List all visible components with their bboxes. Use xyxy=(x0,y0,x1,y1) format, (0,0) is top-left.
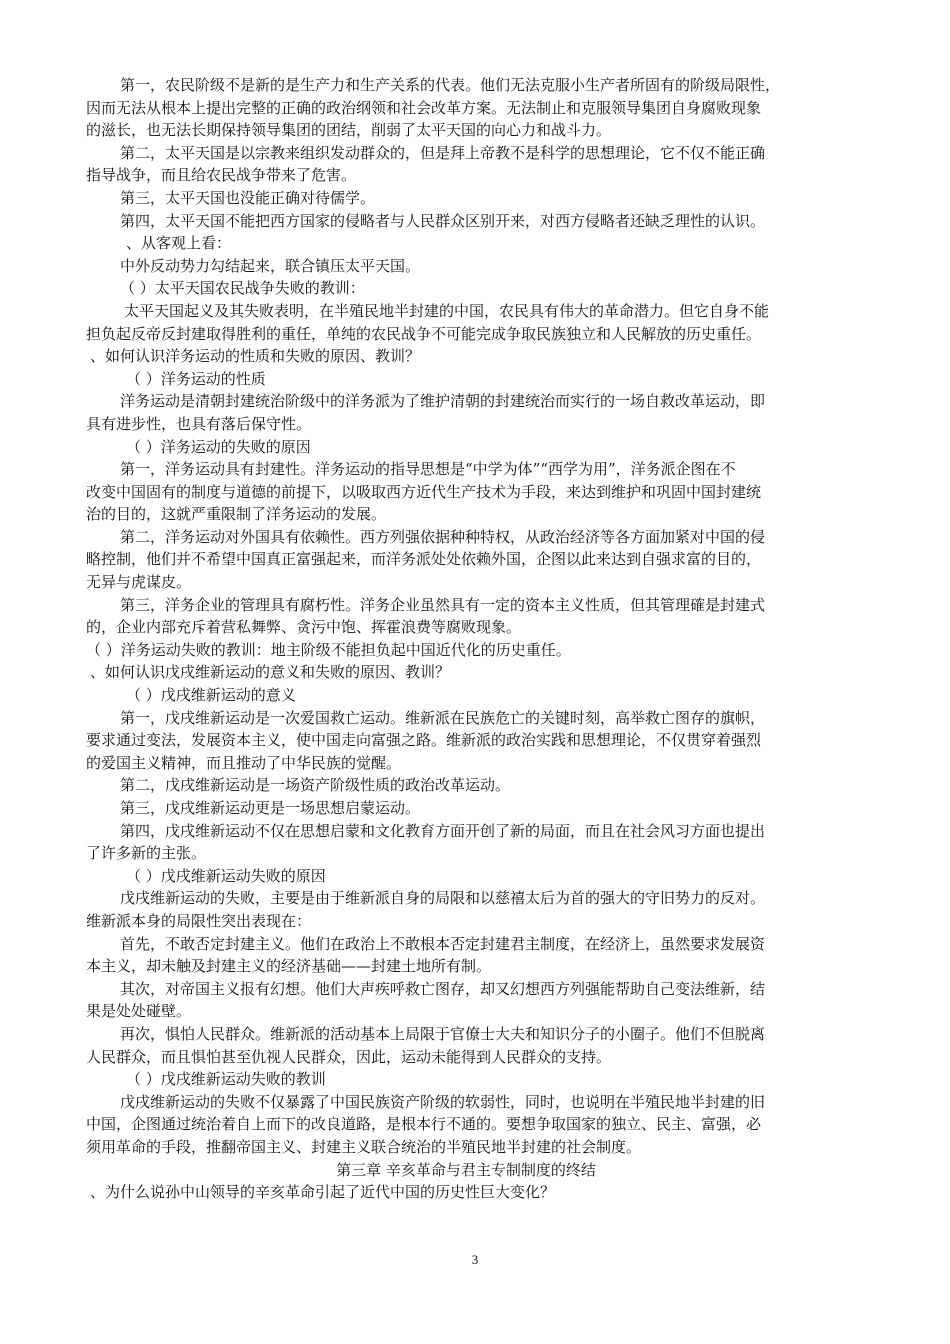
text-line: 第三，戊戌维新运动更是一场思想启蒙运动。 xyxy=(120,799,421,817)
text-line: 果是处处碰壁。 xyxy=(86,1002,192,1021)
text-line: 因而无法从根本上提出完整的正确的政治纲领和社会改革方案。无法制止和克服领导集团自身腐败现象 xyxy=(86,98,762,117)
text-line: 、如何认识洋务运动的性质和失败的原因、教训？ xyxy=(90,347,421,366)
page-number: 3 xyxy=(471,1252,479,1267)
text-line: （ ）戊戌维新运动的意义 xyxy=(126,686,296,705)
text-line: 第一，洋务运动具有封建性。洋务运动的指导思想是“中学为体”“西学为用”，洋务派企图在不 xyxy=(120,460,736,479)
text-line: 了许多新的主张。 xyxy=(86,844,207,863)
text-line: 、如何认识戊戌维新运动的意义和失败的原因、教训？ xyxy=(90,663,451,682)
text-line: 担负起反帝反封建取得胜利的重任，单纯的农民战争不可能完成争取民族独立和人民解放的历史重任。 xyxy=(86,324,762,343)
text-line: 太平天国起义及其失败表明，在半殖民地半封建的中国，农民具有伟大的革命潜力。但它自身不能 xyxy=(124,301,770,320)
text-line: 的滋长，也无法长期保持领导集团的团结，削弱了太平天国的向心力和战斗力。 xyxy=(86,121,612,140)
text-line: 须用革命的手段，推翻帝国主义、封建主义联合统治的半殖民地半封建的社会制度。 xyxy=(86,1137,642,1156)
text-line: 本主义，却未触及封建主义的经济基础——封建土地所有制。 xyxy=(86,957,492,976)
text-line: 要求通过变法，发展资本主义，使中国走向富强之路。维新派的政治实践和思想理论，不仅贯穿着强烈 xyxy=(86,731,762,750)
text-line: 维新派本身的局限性突出表现在： xyxy=(86,911,312,930)
text-line: 其次，对帝国主义报有幻想。他们大声疾呼救亡图存，却又幻想西方列强能帮助自己变法维新，结 xyxy=(120,979,766,998)
text-line: 无异与虎谋皮。 xyxy=(86,573,192,592)
text-line: 第三，太平天国也没能正确对待儒学。 xyxy=(120,188,376,207)
text-line: 指导战争，而且给农民战争带来了危害。 xyxy=(86,166,357,185)
text-line: （ ）洋务运动的性质 xyxy=(126,369,266,388)
text-line: （ ）戊戌维新运动失败的原因 xyxy=(126,866,326,885)
text-line: 治的目的，这就严重限制了洋务运动的发展。 xyxy=(86,505,387,524)
text-line: 略控制，他们并不希望中国真正富强起来，而洋务派处处依赖外国，企图以此来达到自强求富的目的， xyxy=(86,550,762,569)
text-line: 的爱国主义精神，而且推动了中华民族的觉醒。 xyxy=(86,753,402,772)
text-line: 第四，戊戌维新运动不仅在思想启蒙和文化教育方面开创了新的局面，而且在社会风习方面也提出 xyxy=(120,821,766,840)
text-line: 洋务运动是清朝封建统治阶级中的洋务派为了维护清朝的封建统治而实行的一场自救改革运动，即 xyxy=(120,392,766,411)
text-line: 具有进步性，也具有落后保守性。 xyxy=(86,414,312,433)
text-line: 第一，戊戌维新运动是一次爱国救亡运动。维新派在民族危亡的关键时刻，高举救亡图存的旗帜， xyxy=(120,708,766,727)
text-line: 、为什么说孙中山领导的辛亥革命引起了近代中国的历史性巨大变化？ xyxy=(90,1183,556,1202)
text-line: （ ）戊戌维新运动失败的教训 xyxy=(126,1070,326,1089)
text-line: （ ）太平天国农民战争失败的教训： xyxy=(120,279,365,298)
document-body xyxy=(86,74,846,1204)
text-line: 改变中国固有的制度与道德的前提下，以吸取西方近代生产技术为手段，来达到维护和巩固中国封建统 xyxy=(86,482,762,501)
text-line: 第二，戊戌维新运动是一场资产阶级性质的政治改革运动。 xyxy=(120,776,511,795)
text-line: 首先，不敢否定封建主义。他们在政治上不敢根本否定封建君主制度，在经济上，虽然要求发展资 xyxy=(120,934,766,953)
text-line: 、从客观上看： xyxy=(126,234,232,253)
text-line: 第四，太平天国不能把西方国家的侵略者与人民群众区别开来，对西方侵略者还缺乏理性的认识。 xyxy=(120,211,766,230)
text-line: 戊戌维新运动的失败不仅暴露了中国民族资产阶级的软弱性，同时，也说明在半殖民地半封建的旧 xyxy=(120,1092,766,1111)
text-line: 再次，惧怕人民群众。维新派的活动基本上局限于官僚士大夫和知识分子的小圈子。他们不但脱离 xyxy=(120,1024,766,1043)
text-line: 第三，洋务企业的管理具有腐朽性。洋务企业虽然具有一定的资本主义性质，但其管理確是封建式 xyxy=(120,595,766,614)
text-line: 人民群众，而且惧怕甚至仇视人民群众，因此，运动未能得到人民群众的支持。 xyxy=(86,1047,612,1066)
text-line: 的，企业内部充斥着营私舞弊、贪污中饱、挥霍浪费等腐败现象。 xyxy=(86,618,522,637)
text-line: 中外反动势力勾结起来，联合镇压太平天国。 xyxy=(120,256,421,275)
text-line: （ ）洋务运动的失败的原因 xyxy=(126,437,311,456)
text-line: 第二，洋务运动对外国具有依赖性。西方列强依据种种特权，从政治经济等各方面加紧对中国的侵 xyxy=(120,527,766,546)
text-line: 第二，太平天国是以宗教来组织发动群众的，但是拜上帝教不是科学的思想理论，它不仅不能正确 xyxy=(120,143,766,162)
text-line: （ ）洋务运动失败的教训：地主阶级不能担负起中国近代化的历史重任。 xyxy=(86,640,571,659)
text-line: 中国，企图通过统治着自上而下的改良道路，是根本行不通的。要想争取国家的独立、民主、富强，必 xyxy=(86,1115,762,1134)
chapter-heading: 第三章 辛亥革命与君主专制制度的终结 xyxy=(336,1160,596,1179)
text-line: 第一，农民阶级不是新的是生产力和生产关系的代表。他们无法克服小生产者所固有的阶级局限性， xyxy=(120,76,781,94)
text-line: 戊戌维新运动的失败，主要是由于维新派自身的局限和以慈禧太后为首的强大的守旧势力的反对。 xyxy=(120,889,766,908)
